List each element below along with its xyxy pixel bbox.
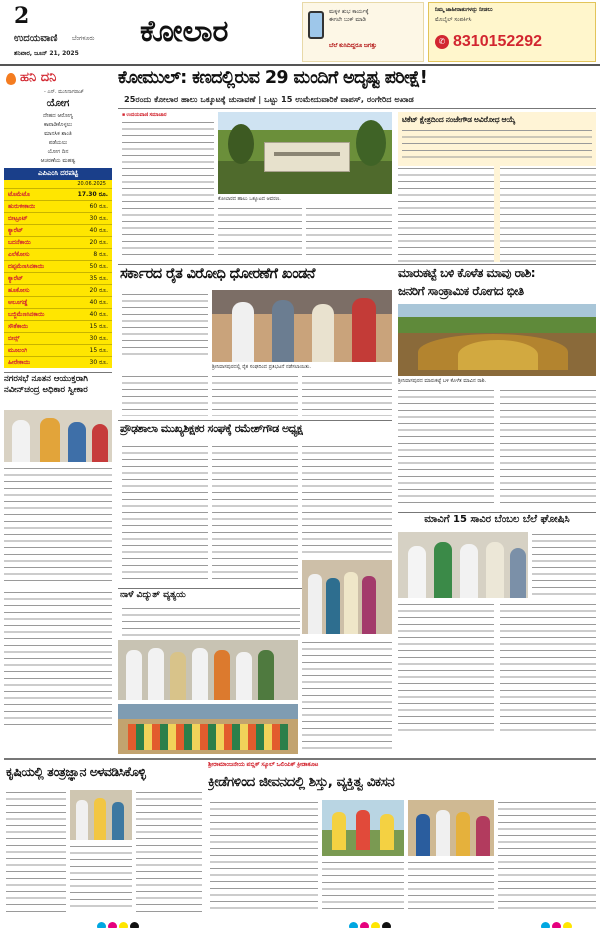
rate-row <box>4 236 112 248</box>
rate-table-date: 20.06.2025 <box>77 181 106 187</box>
rate-row <box>4 356 112 368</box>
rate-row <box>4 272 112 284</box>
rate-item-price: 60 ರೂ. <box>89 203 108 210</box>
school-photo <box>302 560 392 634</box>
rate-item-name: ಬೀನ್ಸ್ <box>8 335 20 342</box>
lead-body-col1 <box>122 120 214 260</box>
ad1-line2: ಈಗಲೇ ಬುಕ್ ಮಾಡಿ <box>329 17 366 23</box>
rate-row <box>4 308 112 320</box>
sidebar <box>4 68 112 370</box>
rate-item-price: 40 ರೂ. <box>89 311 108 318</box>
rate-item-price: 40 ರೂ. <box>89 299 108 306</box>
rate-row <box>4 200 112 212</box>
rate-table <box>4 168 112 368</box>
rate-item-price: 15 ರೂ. <box>89 323 108 330</box>
school-body-a <box>122 444 208 584</box>
sports-body-b <box>322 860 404 912</box>
school-body-c <box>302 444 392 556</box>
protest-body-b <box>122 374 208 416</box>
mango-photo <box>398 304 596 376</box>
mango-subhead: ಜನರಿಗೆ ಸಾಂಕ್ರಾಮಿಕ ರೋಗದ ಭೀತಿ <box>398 284 524 298</box>
dateline: ಶನಿವಾರ, ಜೂನ್ 21, 2025 <box>14 50 79 57</box>
rate-item-price: 35 ರೂ. <box>89 275 108 282</box>
rate-row <box>4 284 112 296</box>
lead-headline: ಕೋಮುಲ್: ಕಣದಲ್ಲಿರುವ 29 ಮಂದಿಗೆ ಅದೃಷ್ಟ ಪರೀಕ್ಷೆ! <box>118 68 428 88</box>
commissioner-body <box>4 466 112 586</box>
rate-item-price: 30 ರೂ. <box>89 335 108 342</box>
ad2-line2: ಮೊಬೈಲ್ ಸಂಪರ್ಕಿಸಿ <box>435 17 472 23</box>
group-caption-body <box>302 640 392 752</box>
mango-price-body-b <box>500 602 596 732</box>
power-body <box>122 606 300 636</box>
phone-icon: ✆ <box>435 35 449 49</box>
rate-item-name: ಸೌತೆಕಾಯಿ <box>8 323 29 330</box>
ad2-line1: ನಿಮ್ಮ ಜಾಹೀರಾತುಗಳನ್ನು ನೀಡಲು <box>435 7 493 13</box>
drop-icon <box>6 73 16 85</box>
farm-body-a <box>6 790 66 912</box>
rate-item-name: ಆಲೂಗಡ್ಡೆ <box>8 299 28 306</box>
rate-row <box>4 188 112 200</box>
commissioner-headline: ನಗರಸಭೆ ನೂತನ ಆಯುಕ್ತರಾಗಿ ನವೀನ್‌ಚಂದ್ರ ಅಧಿಕಾರ ಸ್ವೀಕಾರ <box>4 374 88 395</box>
rate-row <box>4 212 112 224</box>
rate-table-title: ಎಪಿಎಂಸಿ ದರಪಟ್ಟಿ <box>4 168 112 180</box>
protest-photo <box>212 290 392 362</box>
farm-photo <box>70 790 132 840</box>
school-body-b <box>212 444 298 584</box>
protest-caption: ಶ್ರೀನಿವಾಸಪುರದಲ್ಲಿ ರೈತ ಸಂಘದಿಂದ ಪ್ರತಿಭಟನೆ ನಡೆಸಲಾಯಿತು. <box>212 364 311 370</box>
brand-name: ಹನಿ ದನಿ <box>20 70 57 85</box>
rate-row <box>4 224 112 236</box>
school-headline: ಪ್ರೌಢಶಾಲಾ ಮುಖ್ಯಶಿಕ್ಷಕರ ಸಂಘಕ್ಕೆ ರಮೇಶ್‌ಗೌಡ ಅಧ್ಯಕ್ಷ <box>120 422 303 435</box>
rate-item-name: ಕ್ಯಾರೆಟ್ <box>8 275 23 282</box>
sports-kicker: ಶ್ರೀರಾಮಾಂಜನೇಯ ಪಬ್ಲಿಕ್ ಸ್ಕೂಲ್ ಒಲಿಂಪಿಕ್ ಕ್ರೀಡಾಕೂಟ <box>208 762 319 768</box>
rate-row <box>4 344 112 356</box>
mango-price-side <box>532 532 596 598</box>
ticket-body-b <box>500 166 596 262</box>
rate-item-price: 8 ರೂ. <box>93 251 108 258</box>
ad1-line1: ಮಕ್ಕಳ ಶುಭ ಕಾರ್ಯಕ್ಕೆ <box>329 9 369 15</box>
ticket-body-a <box>398 166 494 262</box>
mango-caption: ಶ್ರೀನಿವಾಸಪುರದ ಮಾರುಕಟ್ಟೆ ಬಳಿ ಕೊಳೆತ ಮಾವಿನ ರಾಶಿ. <box>398 378 487 384</box>
page-number: 2 <box>14 3 30 29</box>
rate-row <box>4 260 112 272</box>
sports-body-d <box>498 800 596 912</box>
mango-price-body-a <box>398 602 494 732</box>
sports-photo-1 <box>322 800 404 856</box>
farm-body-c <box>136 790 202 912</box>
protest-body-a <box>122 292 208 358</box>
lead-body-col2 <box>218 206 302 260</box>
lead-photo <box>218 112 392 194</box>
rate-item-name: ಹೂಕೋಸು <box>8 287 30 294</box>
rate-item-price: 20 ರೂ. <box>89 287 108 294</box>
rate-item-name: ಬದನೆಕಾಯಿ <box>8 239 31 246</box>
farm-body-b <box>70 844 132 912</box>
brand-logo <box>4 70 112 88</box>
sports-headline: ಕ್ರೀಡೆಗಳಿಂದ ಜೀವನದಲ್ಲಿ ಶಿಸ್ತು, ವ್ಯಕ್ತಿತ್ವ ವಿಕಸನ <box>208 774 395 790</box>
rate-item-name: ಟೊಮೆಟೊ <box>8 191 30 198</box>
rate-row <box>4 320 112 332</box>
rate-item-price: 50 ರೂ. <box>89 263 108 270</box>
group-photo-1 <box>118 640 298 700</box>
rate-item-price: 40 ರೂ. <box>89 227 108 234</box>
brand-sub: - ಎನ್. ಮುನಿನಾಗರಾಜ್ <box>44 89 84 95</box>
protest-headline: ಸರ್ಕಾರದ ರೈತ ವಿರೋಧಿ ಧೋರಣೆಗೆ ಖಂಡನೆ <box>120 266 315 282</box>
rate-item-name: ಹುರುಳೀಕಾಯಿ <box>8 203 36 210</box>
left-lower-body <box>4 590 112 730</box>
mango-headline: ಮಾರುಕಟ್ಟೆ ಬಳಿ ಕೊಳೆತ ಮಾವು ರಾಶಿ: <box>398 266 536 280</box>
registration-marks <box>0 914 600 928</box>
protest-body-c <box>212 374 298 416</box>
place-label: ಬೆಂಗಳೂರು <box>72 35 95 42</box>
rate-item-price: 30 ರೂ. <box>89 215 108 222</box>
mango-price-headline: ಮಾವಿಗೆ 15 ಸಾವಿರ ಬೆಂಬಲ ಬೆಲೆ ಘೋಷಿಸಿ <box>424 514 570 525</box>
rate-item-price: 17.30 ರೂ. <box>77 191 108 198</box>
rate-item-name: ಹೀರೇಕಾಯಿ <box>8 359 31 366</box>
yoga-lines: ದೇಹದ ಆರೋಗ್ಯ ಕಾಪಾಡಿಕೊಳ್ಳಲು ಮಾನಸಿಕ ಶಾಂತಿ ಪಡೆಯಲು ಯೋಗ ದಿನ ಆಚರಣೆಯ ಮಹತ್ವ <box>40 113 76 164</box>
rate-item-name: ಎಲೆಕೋಸು <box>8 251 30 258</box>
header-ad-1 <box>302 2 424 62</box>
lead-byline: ■ ಉದಯವಾಣಿ ಸಮಾಚಾರ <box>122 112 167 118</box>
lead-body-col3 <box>306 206 392 260</box>
farm-headline: ಕೃಷಿಯಲ್ಲಿ ತಂತ್ರಜ್ಞಾನ ಅಳವಡಿಸಿಕೊಳ್ಳಿ <box>6 764 146 779</box>
ad2-phone: 8310152292 <box>453 33 542 50</box>
rate-item-price: 20 ರೂ. <box>89 239 108 246</box>
ad-phone-icon <box>308 11 324 39</box>
rate-item-price: 15 ರೂ. <box>89 347 108 354</box>
rate-item-name: ಬೀಟ್ರೂಟ್ <box>8 215 28 222</box>
yoga-title: ಯೋಗ <box>46 98 70 109</box>
lead-subhead: 25ರಂದು ಕೋಲಾರ ಹಾಲು ಒಕ್ಕೂಟಕ್ಕೆ ಚುನಾವಣೆ | ಒಟ್ಟು 15 ಉಮೇದುವಾರಿಕೆ ವಾಪಸ್, ರಂಗೇರಿದ ಅಖಾಡ <box>124 94 414 104</box>
group-photo-2 <box>118 704 298 754</box>
section-title: ಕೋಲಾರ <box>140 14 229 49</box>
sports-photo-2 <box>408 800 494 856</box>
power-headline: ನಾಳೆ ವಿದ್ಯುತ್ ವ್ಯತ್ಯಯ <box>120 590 186 600</box>
rate-item-name: ಮೂಲಂಗಿ <box>8 347 28 354</box>
rate-row <box>4 332 112 344</box>
rate-item-name: ಬಜ್ಜಿಮೆಣಸಿನಕಾಯಿ <box>8 311 45 318</box>
ticket-headline: ಟಿಕೆಟ್ ಕ್ಷೇತ್ರದಿಂದ ನಂಜೇಗೌಡ ಅವಿರೋಧ ಆಯ್ಕೆ <box>402 115 516 124</box>
header-ad-2 <box>428 2 596 62</box>
lead-caption: ಕೋಲಾರದ ಹಾಲು ಒಕ್ಕೂಟದ ಆವರಣ. <box>218 196 281 202</box>
sports-body-c <box>408 860 494 912</box>
commissioner-photo <box>4 410 112 462</box>
mango-price-photo <box>398 532 528 598</box>
rate-item-name: ದಪ್ಪಮೆಣಸಿನಕಾಯಿ <box>8 263 45 270</box>
mango-body-a <box>398 388 494 508</box>
protest-body-d <box>302 374 392 416</box>
rate-row <box>4 296 112 308</box>
paper-name: ಉದಯವಾಣಿ <box>14 33 58 44</box>
mango-body-b <box>500 388 596 508</box>
masthead <box>0 0 600 66</box>
rate-item-name: ಕ್ಯಾರೆಟ್ <box>8 227 23 234</box>
rate-row <box>4 248 112 260</box>
ad1-line3: ಬೆಲೆ ಕುಸಿದಿದ್ದರೂ ಜಗತ್ತು <box>329 43 377 49</box>
sports-body-a <box>210 800 318 912</box>
rate-item-price: 30 ರೂ. <box>89 359 108 366</box>
